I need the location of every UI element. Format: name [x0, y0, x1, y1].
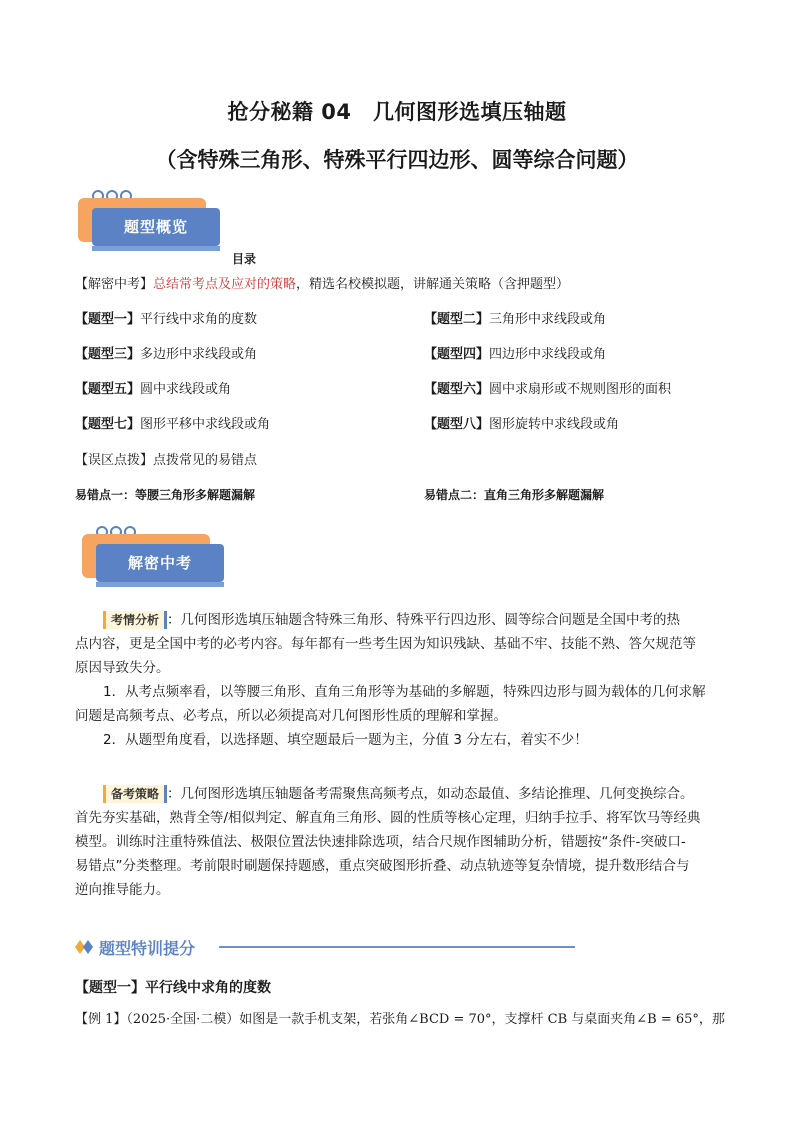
type-item-7[interactable]: 【题型七】图形平移中求线段或角 [75, 417, 271, 432]
section-title: 题型特训提分 [99, 939, 196, 958]
section-header [75, 936, 575, 958]
type1-heading: 【题型一】平行线中求角的度数 [75, 980, 271, 996]
type-item-3[interactable]: 【题型三】多边形中求线段或角 [75, 347, 258, 362]
page-title: 抢分秘籍 04 几何图形选填压轴题 [227, 100, 567, 124]
strategy-tag: 备考策略 [103, 785, 167, 803]
analysis-tag: 考情分析 [103, 611, 167, 629]
page-subtitle: （含特殊三角形、特殊平行四边形、圆等综合问题） [155, 148, 639, 172]
type-item-5[interactable]: 【题型五】圆中求线段或角 [75, 382, 232, 397]
banner-label: 题型概览 [92, 208, 220, 246]
toc-label: 目录 [232, 252, 257, 266]
mistakes-line[interactable]: 【误区点拨】点拨常见的易错点 [75, 453, 258, 468]
intro-bracket: 【解密中考】 [75, 277, 154, 292]
overview-banner [78, 190, 228, 262]
diamond-icon [75, 939, 95, 955]
banner-underline [92, 246, 220, 251]
type-item-1[interactable]: 【题型一】平行线中求角的度数 [75, 312, 258, 327]
intro-line [75, 276, 569, 294]
analysis-block: 考情分析 ：几何图形选填压轴题含特殊三角形、特殊平行四边形、圆等综合问题是全国中考的热 点内容，更是全国中考的必考内容。每年都有一些考生因为知识残缺、基础不牢、技能不熟、答欠规范等 原因导致失分。 1．从考点频率看，以等腰三角形、直角三角形等为基础的多解题，特殊四边形与圆为载体的几何求解 问题是高频考点、必考点，所以必须提高对几何图形性质的理解和掌握。 2．从题型角度看，以选择题、填空题最后一题为主，分值 3 分左右，着实不少！ [75, 612, 706, 748]
banner-label: 解密中考 [96, 544, 224, 582]
example-1: 【例 1】（2025·全国·二模）如图是一款手机支架，若张角∠BCD = 70°，支撑杆 CB 与桌面夹角∠B = 65°，那 [75, 1012, 725, 1027]
mistake-point-1[interactable]: 易错点一：等腰三角形多解题漏解 [75, 488, 256, 502]
analysis-banner [82, 526, 232, 598]
type-item-8[interactable]: 【题型八】图形旋转中求线段或角 [424, 417, 620, 432]
intro-highlight: 总结常考点及应对的策略 [153, 277, 297, 292]
mistake-point-2[interactable]: 易错点二：直角三角形多解题漏解 [424, 488, 605, 502]
type-item-6[interactable]: 【题型六】圆中求扇形或不规则图形的面积 [424, 382, 672, 397]
strategy-block: 备考策略 ：几何图形选填压轴题备考需聚焦高频考点，如动态最值、多结论推理、几何变换综合。 首先夯实基础，熟背全等/相似判定、解直角三角形、圆的性质等核心定理，归纳手拉手、将军饮马等经典 模型。训练时注重特殊值法、极限位置法快速排除选项，结合尺规作图辅助分析，错题按“条件-突破口- 易错点”分类整理。考前限时刷题保持题感，重点突破图形折叠、动点轨迹等复杂情境，提升数形结合与 逆向推导能力。 [75, 786, 701, 898]
intro-rest: ，精选名校模拟题，讲解通关策略（含押题型） [296, 277, 570, 292]
banner-underline [96, 582, 224, 587]
type-item-2[interactable]: 【题型二】三角形中求线段或角 [424, 312, 607, 327]
section-divider [219, 946, 575, 948]
type-item-4[interactable]: 【题型四】四边形中求线段或角 [424, 347, 607, 362]
